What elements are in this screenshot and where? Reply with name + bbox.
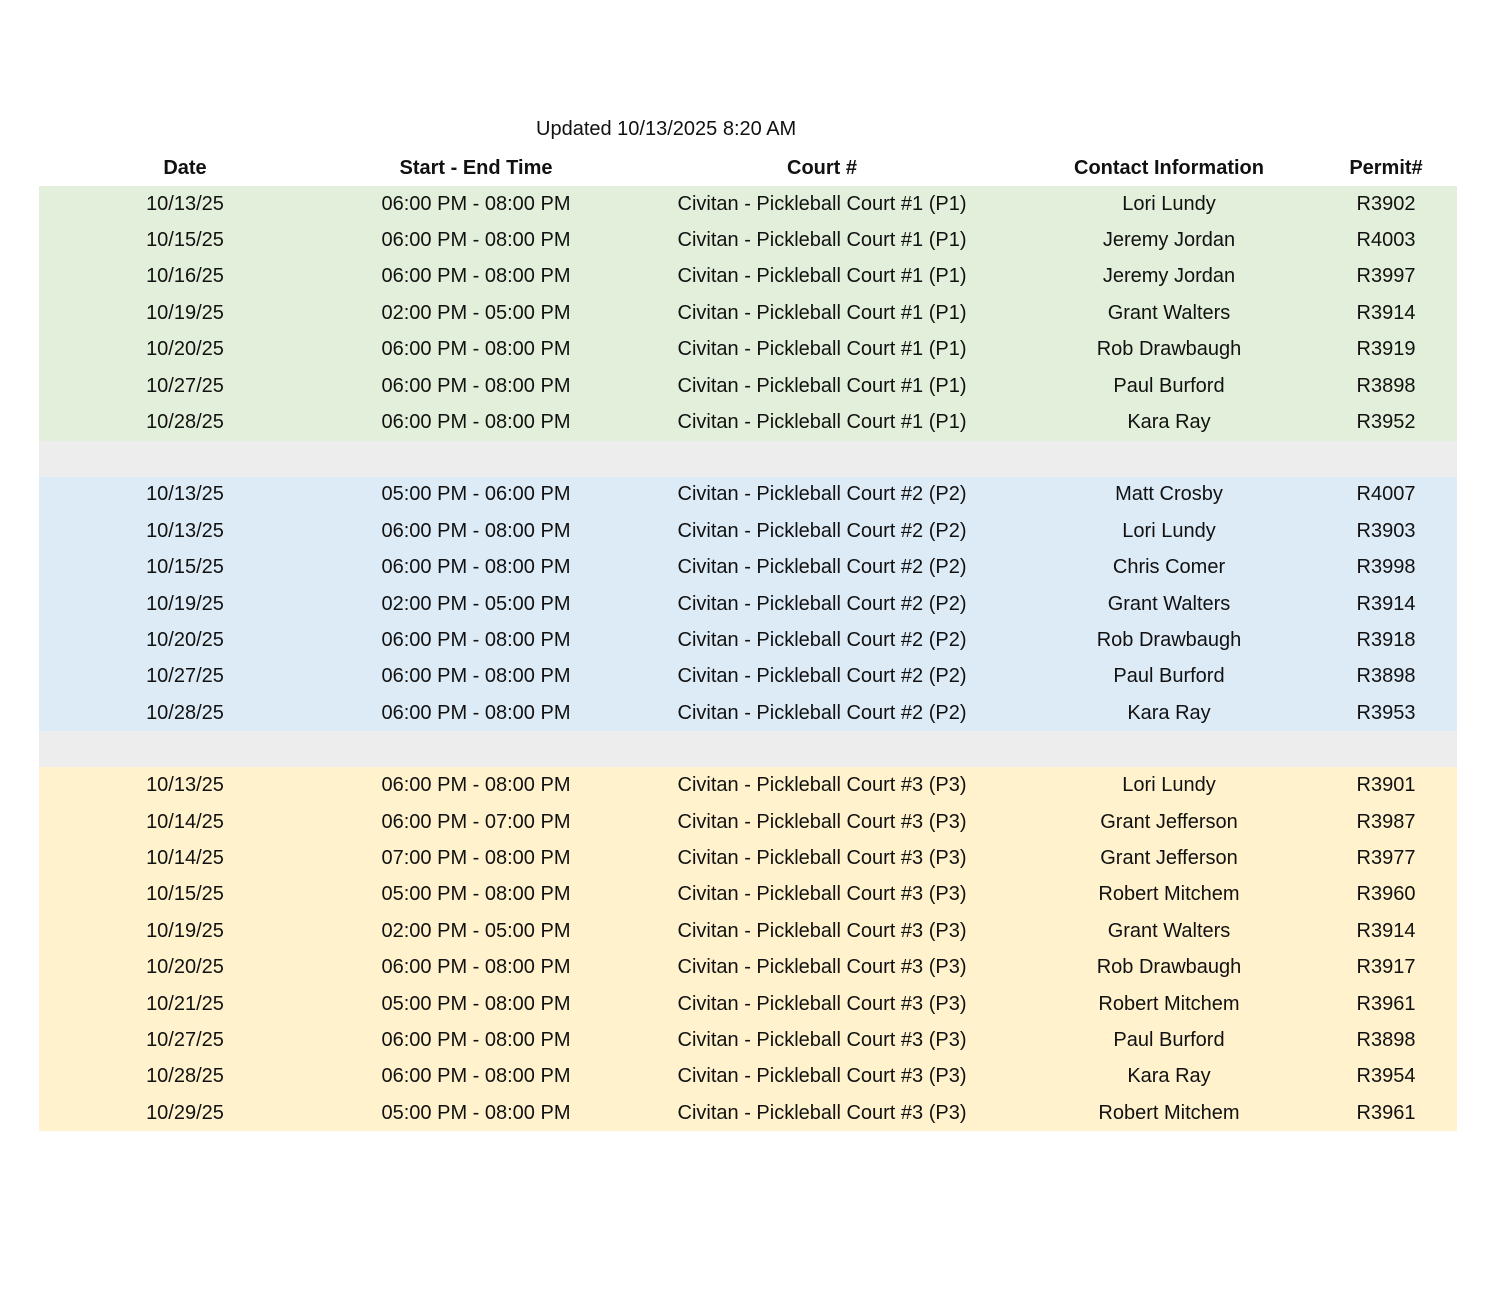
table-row [39, 368, 1457, 404]
cell-time: 02:00 PM - 05:00 PM [381, 592, 571, 615]
cell-time: 06:00 PM - 08:00 PM [381, 774, 571, 797]
court-group-2 [39, 477, 1457, 732]
cell-time: 06:00 PM - 08:00 PM [381, 229, 571, 252]
cell-contact: Rob Drawbaugh [1096, 628, 1242, 651]
group-separator [39, 731, 1457, 767]
cell-permit: R3954 [1356, 1065, 1416, 1088]
cell-time: 06:00 PM - 08:00 PM [381, 1028, 571, 1051]
cell-time: 06:00 PM - 08:00 PM [381, 956, 571, 979]
cell-time: 07:00 PM - 08:00 PM [381, 846, 571, 869]
cell-time: 05:00 PM - 08:00 PM [381, 992, 571, 1015]
cell-date: 10/19/25 [146, 592, 224, 615]
cell-time: 02:00 PM - 05:00 PM [381, 301, 571, 324]
cell-time: 06:00 PM - 08:00 PM [381, 665, 571, 688]
cell-time: 06:00 PM - 08:00 PM [381, 265, 571, 288]
cell-date: 10/20/25 [146, 956, 224, 979]
table-row [39, 222, 1457, 258]
cell-permit: R3898 [1356, 665, 1416, 688]
group-separator [39, 441, 1457, 477]
cell-contact: Rob Drawbaugh [1096, 956, 1242, 979]
table-header [39, 150, 1457, 186]
table-row [39, 259, 1457, 295]
cell-court: Civitan - Pickleball Court #3 (P3) [677, 1101, 967, 1124]
table-row [39, 1095, 1457, 1131]
cell-court: Civitan - Pickleball Court #3 (P3) [677, 1065, 967, 1088]
cell-date: 10/27/25 [146, 1028, 224, 1051]
cell-date: 10/20/25 [146, 338, 224, 361]
cell-permit: R3918 [1356, 628, 1416, 651]
cell-time: 06:00 PM - 08:00 PM [381, 556, 571, 579]
cell-date: 10/13/25 [146, 774, 224, 797]
table-row [39, 840, 1457, 876]
table-row [39, 186, 1457, 222]
cell-contact: Grant Walters [1107, 301, 1231, 324]
table-row [39, 477, 1457, 513]
cell-permit: R3953 [1356, 701, 1416, 724]
header-contact: Contact Information [1074, 156, 1264, 179]
table-row [39, 986, 1457, 1022]
cell-court: Civitan - Pickleball Court #3 (P3) [677, 883, 967, 906]
cell-court: Civitan - Pickleball Court #2 (P2) [677, 483, 967, 506]
table-row [39, 804, 1457, 840]
cell-contact: Kara Ray [1127, 411, 1211, 434]
table-row [39, 695, 1457, 731]
cell-date: 10/21/25 [146, 992, 224, 1015]
cell-date: 10/29/25 [146, 1101, 224, 1124]
cell-time: 06:00 PM - 08:00 PM [381, 374, 571, 397]
cell-date: 10/15/25 [146, 556, 224, 579]
table-row [39, 550, 1457, 586]
cell-time: 06:00 PM - 08:00 PM [381, 701, 571, 724]
cell-permit: R3917 [1356, 956, 1416, 979]
cell-time: 06:00 PM - 08:00 PM [381, 628, 571, 651]
cell-contact: Grant Jefferson [1100, 846, 1238, 869]
cell-time: 06:00 PM - 08:00 PM [381, 519, 571, 542]
cell-permit: R3903 [1356, 519, 1416, 542]
reservation-table [39, 150, 1457, 1131]
cell-time: 06:00 PM - 08:00 PM [381, 192, 571, 215]
cell-court: Civitan - Pickleball Court #3 (P3) [677, 846, 967, 869]
cell-time: 06:00 PM - 07:00 PM [381, 810, 571, 833]
cell-contact: Lori Lundy [1122, 192, 1216, 215]
table-row [39, 295, 1457, 331]
table-row [39, 1022, 1457, 1058]
cell-contact: Paul Burford [1113, 1028, 1225, 1051]
header-court: Court # [787, 156, 857, 179]
table-row [39, 332, 1457, 368]
cell-court: Civitan - Pickleball Court #2 (P2) [677, 665, 967, 688]
cell-contact: Grant Walters [1107, 919, 1231, 942]
cell-permit: R3914 [1356, 592, 1416, 615]
cell-contact: Jeremy Jordan [1102, 265, 1236, 288]
cell-contact: Lori Lundy [1122, 519, 1216, 542]
cell-court: Civitan - Pickleball Court #1 (P1) [677, 301, 967, 324]
cell-court: Civitan - Pickleball Court #2 (P2) [677, 701, 967, 724]
table-row [39, 949, 1457, 985]
cell-date: 10/13/25 [146, 483, 224, 506]
cell-date: 10/19/25 [146, 301, 224, 324]
cell-time: 05:00 PM - 08:00 PM [381, 1101, 571, 1124]
cell-contact: Grant Walters [1107, 592, 1231, 615]
cell-time: 06:00 PM - 08:00 PM [381, 411, 571, 434]
cell-permit: R3914 [1356, 919, 1416, 942]
table-row [39, 513, 1457, 549]
cell-date: 10/28/25 [146, 411, 224, 434]
cell-date: 10/19/25 [146, 919, 224, 942]
cell-court: Civitan - Pickleball Court #3 (P3) [677, 956, 967, 979]
cell-contact: Rob Drawbaugh [1096, 338, 1242, 361]
cell-permit: R4007 [1356, 483, 1416, 506]
cell-contact: Robert Mitchem [1098, 992, 1240, 1015]
cell-permit: R3960 [1356, 883, 1416, 906]
cell-date: 10/20/25 [146, 628, 224, 651]
cell-permit: R3914 [1356, 301, 1416, 324]
cell-date: 10/13/25 [146, 192, 224, 215]
header-permit: Permit# [1349, 156, 1423, 179]
cell-contact: Jeremy Jordan [1102, 229, 1236, 252]
cell-court: Civitan - Pickleball Court #1 (P1) [677, 411, 967, 434]
cell-permit: R3998 [1356, 556, 1416, 579]
updated-timestamp: Updated 10/13/2025 8:20 AM [536, 118, 797, 140]
table-row [39, 1059, 1457, 1095]
cell-date: 10/27/25 [146, 665, 224, 688]
cell-court: Civitan - Pickleball Court #1 (P1) [677, 192, 967, 215]
cell-time: 06:00 PM - 08:00 PM [381, 338, 571, 361]
cell-date: 10/28/25 [146, 1065, 224, 1088]
cell-contact: Kara Ray [1127, 701, 1211, 724]
header-time: Start - End Time [399, 156, 553, 179]
cell-court: Civitan - Pickleball Court #1 (P1) [677, 374, 967, 397]
cell-contact: Robert Mitchem [1098, 1101, 1240, 1124]
cell-contact: Grant Jefferson [1100, 810, 1238, 833]
cell-time: 02:00 PM - 05:00 PM [381, 919, 571, 942]
cell-permit: R3898 [1356, 1028, 1416, 1051]
cell-permit: R3952 [1356, 411, 1416, 434]
cell-permit: R3902 [1356, 192, 1416, 215]
cell-court: Civitan - Pickleball Court #1 (P1) [677, 265, 967, 288]
cell-date: 10/27/25 [146, 374, 224, 397]
cell-date: 10/13/25 [146, 519, 224, 542]
cell-contact: Paul Burford [1113, 665, 1225, 688]
table-row [39, 404, 1457, 440]
cell-court: Civitan - Pickleball Court #3 (P3) [677, 992, 967, 1015]
cell-date: 10/15/25 [146, 883, 224, 906]
cell-contact: Robert Mitchem [1098, 883, 1240, 906]
cell-contact: Kara Ray [1127, 1065, 1211, 1088]
cell-court: Civitan - Pickleball Court #2 (P2) [677, 592, 967, 615]
table-row [39, 586, 1457, 622]
cell-contact: Matt Crosby [1115, 483, 1223, 506]
cell-time: 06:00 PM - 08:00 PM [381, 1065, 571, 1088]
cell-permit: R4003 [1356, 229, 1416, 252]
table-row [39, 622, 1457, 658]
court-group-3 [39, 767, 1457, 1131]
cell-date: 10/14/25 [146, 846, 224, 869]
cell-date: 10/15/25 [146, 229, 224, 252]
table-row [39, 767, 1457, 803]
cell-date: 10/14/25 [146, 810, 224, 833]
cell-permit: R3987 [1356, 810, 1416, 833]
cell-permit: R3961 [1356, 992, 1416, 1015]
cell-time: 05:00 PM - 06:00 PM [381, 483, 571, 506]
cell-court: Civitan - Pickleball Court #2 (P2) [677, 519, 967, 542]
cell-date: 10/16/25 [146, 265, 224, 288]
court-group-1 [39, 186, 1457, 441]
cell-permit: R3898 [1356, 374, 1416, 397]
cell-permit: R3901 [1356, 774, 1416, 797]
table-body [39, 186, 1457, 1131]
cell-permit: R3919 [1356, 338, 1416, 361]
cell-court: Civitan - Pickleball Court #3 (P3) [677, 774, 967, 797]
cell-court: Civitan - Pickleball Court #1 (P1) [677, 338, 967, 361]
cell-court: Civitan - Pickleball Court #2 (P2) [677, 556, 967, 579]
cell-court: Civitan - Pickleball Court #2 (P2) [677, 628, 967, 651]
table-row [39, 659, 1457, 695]
header-date: Date [163, 156, 207, 179]
cell-court: Civitan - Pickleball Court #3 (P3) [677, 810, 967, 833]
cell-permit: R3997 [1356, 265, 1416, 288]
cell-permit: R3961 [1356, 1101, 1416, 1124]
cell-contact: Chris Comer [1112, 556, 1226, 579]
cell-date: 10/28/25 [146, 701, 224, 724]
cell-court: Civitan - Pickleball Court #3 (P3) [677, 1028, 967, 1051]
cell-contact: Lori Lundy [1122, 774, 1216, 797]
cell-contact: Paul Burford [1113, 374, 1225, 397]
cell-permit: R3977 [1356, 846, 1416, 869]
cell-time: 05:00 PM - 08:00 PM [381, 883, 571, 906]
cell-court: Civitan - Pickleball Court #1 (P1) [677, 229, 967, 252]
table-row [39, 913, 1457, 949]
cell-court: Civitan - Pickleball Court #3 (P3) [677, 919, 967, 942]
table-row [39, 877, 1457, 913]
